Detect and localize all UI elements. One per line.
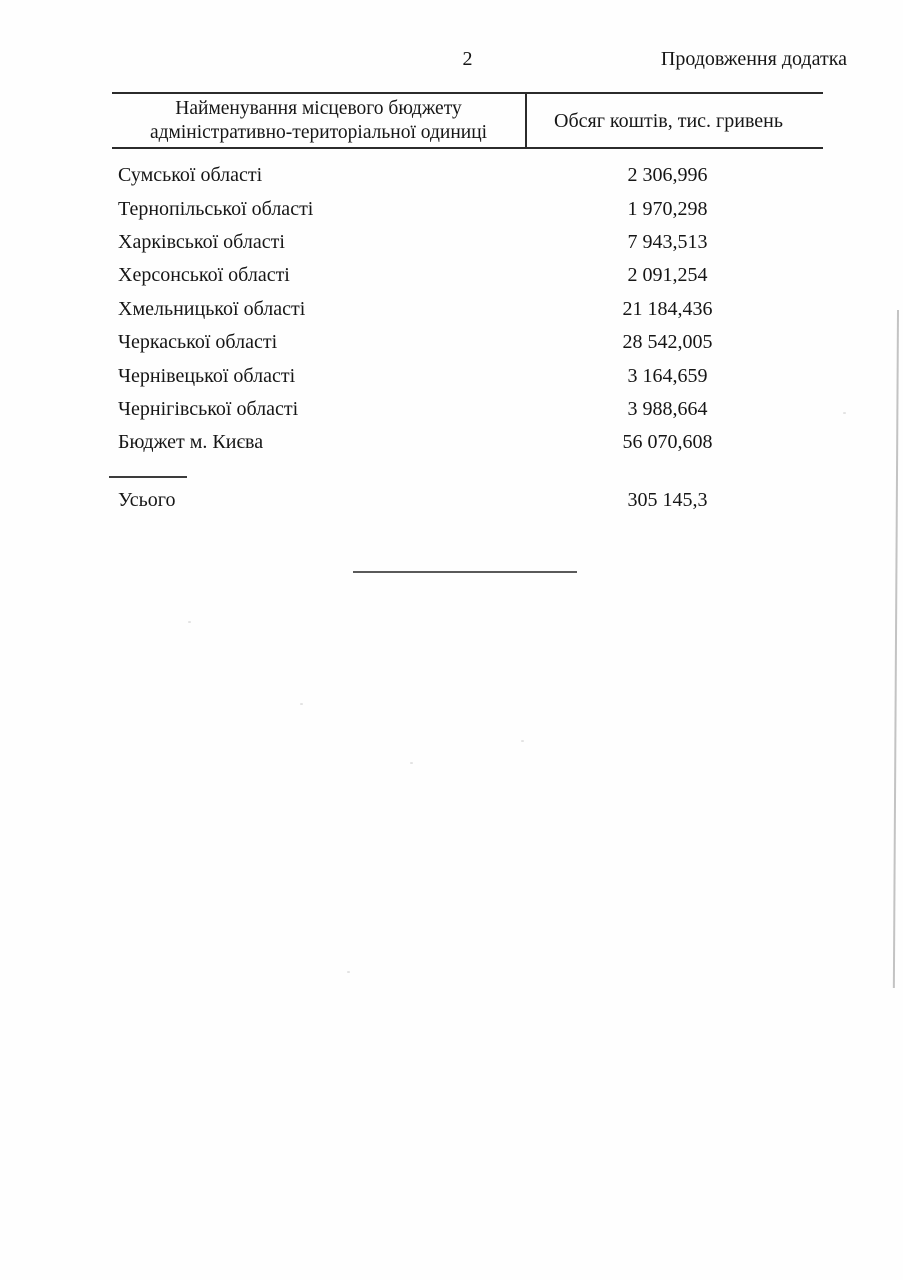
- budget-value-cell: 1 970,298: [627, 197, 708, 220]
- budget-name-cell: Чернівецької області: [118, 364, 296, 387]
- budget-value-cell: 56 070,608: [622, 431, 713, 454]
- budget-table: [112, 92, 823, 460]
- budget-name-cell: Тернопільської області: [118, 197, 314, 220]
- table-row: [112, 426, 823, 459]
- scan-speck: [188, 621, 191, 623]
- table-row: [112, 159, 823, 192]
- end-rule: [353, 571, 577, 573]
- budget-value-cell: 2 091,254: [627, 264, 708, 287]
- budget-name-cell: Чернігівської області: [118, 397, 299, 420]
- table-header-row: [112, 92, 823, 149]
- scan-artifact-line: [893, 310, 899, 988]
- budget-name-cell: Хмельницької області: [118, 297, 306, 320]
- budget-name-cell: Сумської області: [118, 164, 263, 187]
- budget-value-cell: 2 306,996: [627, 164, 708, 187]
- page-header: [112, 46, 847, 74]
- scan-speck: [347, 971, 350, 973]
- page-number: 2: [462, 48, 473, 70]
- budget-name-cell: Бюджет м. Києва: [118, 431, 264, 454]
- scan-speck: [521, 740, 524, 742]
- table-row: [112, 259, 823, 292]
- budget-name-cell: Черкаської області: [118, 331, 278, 354]
- scan-speck: [410, 762, 413, 764]
- budget-name-cell: Херсонської області: [118, 264, 290, 287]
- table-row: [112, 226, 823, 259]
- total-label: Усього: [118, 488, 176, 511]
- total-value: 305 145,3: [627, 488, 708, 511]
- table-body: [112, 149, 823, 460]
- scan-speck: [300, 703, 303, 705]
- total-separator-line: [109, 476, 187, 478]
- continuation-note: Продовження додатка: [660, 48, 847, 70]
- budget-value-cell: 3 164,659: [627, 364, 708, 387]
- budget-value-cell: 7 943,513: [627, 230, 708, 253]
- budget-name-cell: Харківської області: [118, 230, 285, 253]
- table-row: [112, 293, 823, 326]
- column-header-name: Найменування місцевого бюджету адміністративно-територіальної одиниці: [149, 97, 488, 143]
- budget-value-cell: 21 184,436: [622, 297, 713, 320]
- table-row: [112, 359, 823, 392]
- table-row: [112, 393, 823, 426]
- table-row: [112, 192, 823, 225]
- budget-value-cell: 28 542,005: [622, 331, 713, 354]
- column-header-value: Обсяг коштів, тис. гривень: [525, 94, 823, 147]
- table-row: [112, 326, 823, 359]
- budget-value-cell: 3 988,664: [627, 397, 708, 420]
- scan-speck: [843, 412, 846, 414]
- total-row: [112, 486, 823, 514]
